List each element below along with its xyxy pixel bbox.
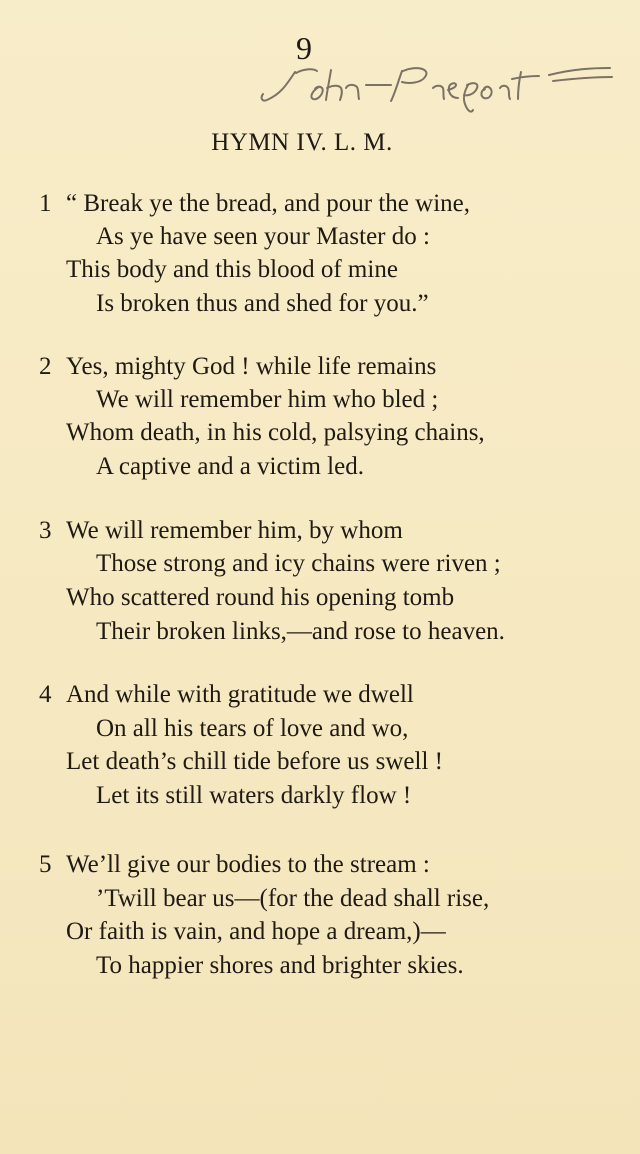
stanza-line: On all his tears of love and wo, <box>96 715 409 742</box>
stanza-line: This body and this blood of mine <box>66 256 398 283</box>
stanza-line: As ye have seen your Master do : <box>96 223 430 250</box>
stanza-line: And while with gratitude we dwell <box>66 681 414 708</box>
stanza-number: 4 <box>39 681 52 708</box>
stanza-line: We will remember him who bled ; <box>96 386 439 413</box>
stanza-3 <box>0 514 620 654</box>
stanza-line: Yes, mighty God ! while life remains <box>66 353 437 380</box>
stanza-2 <box>0 350 620 490</box>
stanza-line: Whom death, in his cold, palsying chains, <box>66 419 485 446</box>
stanza-number: 3 <box>39 517 52 544</box>
stanza-line: Let its still waters darkly flow ! <box>96 782 412 809</box>
stanza-line: To happier shores and brighter skies. <box>96 952 464 979</box>
hymn-title: HYMN IV. L. M. <box>211 129 393 156</box>
stanza-number: 2 <box>39 353 52 380</box>
signature-icon <box>255 54 620 114</box>
stanza-5 <box>0 848 620 988</box>
stanza-4 <box>0 678 620 818</box>
stanza-line: Let death’s chill tide before us swell ! <box>66 748 443 775</box>
stanza-1 <box>0 187 620 327</box>
stanza-line: A captive and a victim led. <box>96 453 364 480</box>
stanza-line: We’ll give our bodies to the stream : <box>66 851 430 878</box>
stanza-line: Who scattered round his opening tomb <box>66 584 455 611</box>
stanza-line: Their broken links,—and rose to heaven. <box>96 618 505 645</box>
stanza-line: Or faith is vain, and hope a dream,)— <box>66 918 446 945</box>
stanza-line: ’Twill bear us—(for the dead shall rise, <box>96 885 490 912</box>
stanza-line: “ Break ye the bread, and pour the wine, <box>66 190 471 217</box>
handwritten-signature <box>255 54 620 114</box>
stanza-line: We will remember him, by whom <box>66 517 403 544</box>
page-number: 9 <box>296 30 312 66</box>
stanza-line: Those strong and icy chains were riven ; <box>96 550 501 577</box>
stanza-line: Is broken thus and shed for you.” <box>96 290 429 317</box>
stanza-number: 5 <box>39 851 52 878</box>
stanza-number: 1 <box>39 190 52 217</box>
